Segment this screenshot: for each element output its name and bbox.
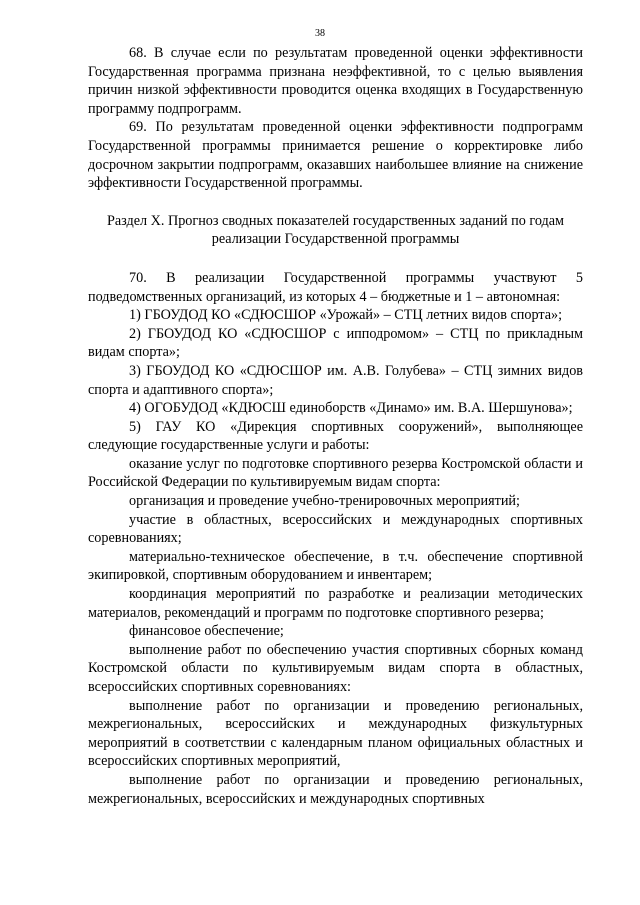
list-item-4: 4) ОГОБУДОД «КДЮСШ единоборств «Динамо» им. В.А. Шершунова»; [129,400,573,417]
document-body [88,44,583,808]
work-sport-events: выполнение работ по организации и проведению региональных, межрегиональных, всероссийских и международных спортивных [88,771,583,807]
service-competitions: участие в областных, всероссийских и международных спортивных соревнованиях; [88,511,583,547]
paragraph-70: 70. В реализации Государственной программы участвуют 5 подведомственных организаций, из которых 4 – бюджетные и 1 – автономная: [88,269,583,305]
list-item-2: 2) ГБОУДОД КО «СДЮСШОР с ипподромом» – СТЦ по прикладным видам спорта»; [88,325,583,361]
service-material-support: материально-техническое обеспечение, в т.ч. обеспечение спортивной экипировкой, спортивным оборудованием и инвентарем; [88,548,583,584]
list-item-3: 3) ГБОУДОД КО «СДЮСШОР им. А.В. Голубева» – СТЦ зимних видов спорта и адаптивного спорта»; [88,362,583,398]
service-financial-support: финансовое обеспечение; [129,623,284,640]
service-training-events: организация и проведение учебно-тренировочных мероприятий; [129,493,520,510]
list-item-5: 5) ГАУ КО «Дирекция спортивных сооружений», выполняющее следующие государственные услуги и работы: [88,418,583,454]
service-sport-reserve: оказание услуг по подготовке спортивного резерва Костромской области и Российской Федерации по культивируемым видам спорта: [88,455,583,491]
section-heading: Раздел X. Прогноз сводных показателей государственных заданий по годам реализации Государственной программы [106,212,565,248]
service-methodical-coordination: координация мероприятий по разработке и реализации методических материалов, рекомендаций и программ по подготовке спортивного резерва; [88,586,583,621]
work-team-participation: выполнение работ по обеспечению участия спортивных сборных команд Костромской области по культивируемым видам спорта в областных, всероссийских спортивных соревнованиях: [88,641,583,695]
list-item-1: 1) ГБОУДОД КО «СДЮСШОР «Урожай» – СТЦ летних видов спорта»; [129,307,563,324]
page-number: 38 [315,28,325,39]
paragraph-68: 68. В случае если по результатам проведенной оценки эффективности Государственная программа признана неэффективной, то с целью выявления причин низкой эффективности проводится оценка входящих в Государственную программу подпрограмм. [88,45,583,117]
paragraph-69: 69. По результатам проведенной оценки эффективности подпрограмм Государственной программы принимается решение о корректировке либо досрочном закрытии подпрограмм, оказавших наибольшее влияние на снижение эффективности Государственной программы. [88,119,583,192]
work-physical-culture-events: выполнение работ по организации и проведению региональных, межрегиональных, всероссийских и международных физкультурных мероприятий в соответствии с календарным планом официальных областных и всероссийских спортивных мероприятий, [88,697,583,770]
